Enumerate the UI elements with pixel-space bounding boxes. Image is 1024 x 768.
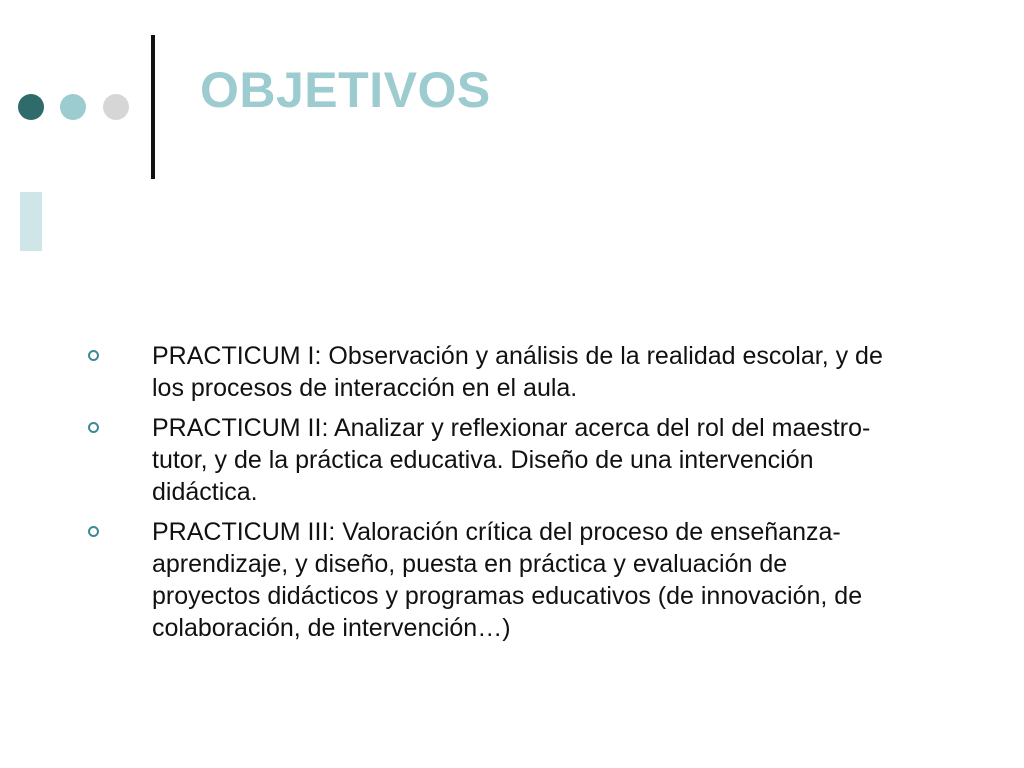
decor-dot-dark — [18, 94, 44, 120]
decor-side-bar — [20, 192, 42, 251]
bullet-ring-icon — [88, 350, 99, 361]
bullet-item-practicum-2 — [88, 412, 888, 508]
bullet-text: PRACTICUM I: Observación y análisis de la realidad escolar, y de los procesos de interacción en el aula. — [152, 342, 883, 402]
bullet-item-practicum-3 — [88, 516, 888, 644]
decor-dot-gray — [103, 94, 129, 120]
title-divider-line — [151, 35, 155, 179]
bullet-ring-icon — [88, 526, 99, 537]
bullet-text: PRACTICUM III: Valoración crítica del proceso de enseñanza-aprendizaje, y diseño, puesta en práctica y evaluación de proyectos didácticos y programas educativos (de innovación, de colaboración, de intervención…) — [152, 518, 863, 642]
decor-dot-teal — [60, 94, 86, 120]
slide-title: OBJETIVOS — [200, 62, 491, 118]
bullet-list — [88, 340, 888, 652]
bullet-text: PRACTICUM II: Analizar y reflexionar acerca del rol del maestro-tutor, y de la práctica educativa. Diseño de una intervención didáctica. — [152, 414, 871, 506]
bullet-ring-icon — [88, 422, 99, 433]
bullet-item-practicum-1 — [88, 340, 888, 404]
